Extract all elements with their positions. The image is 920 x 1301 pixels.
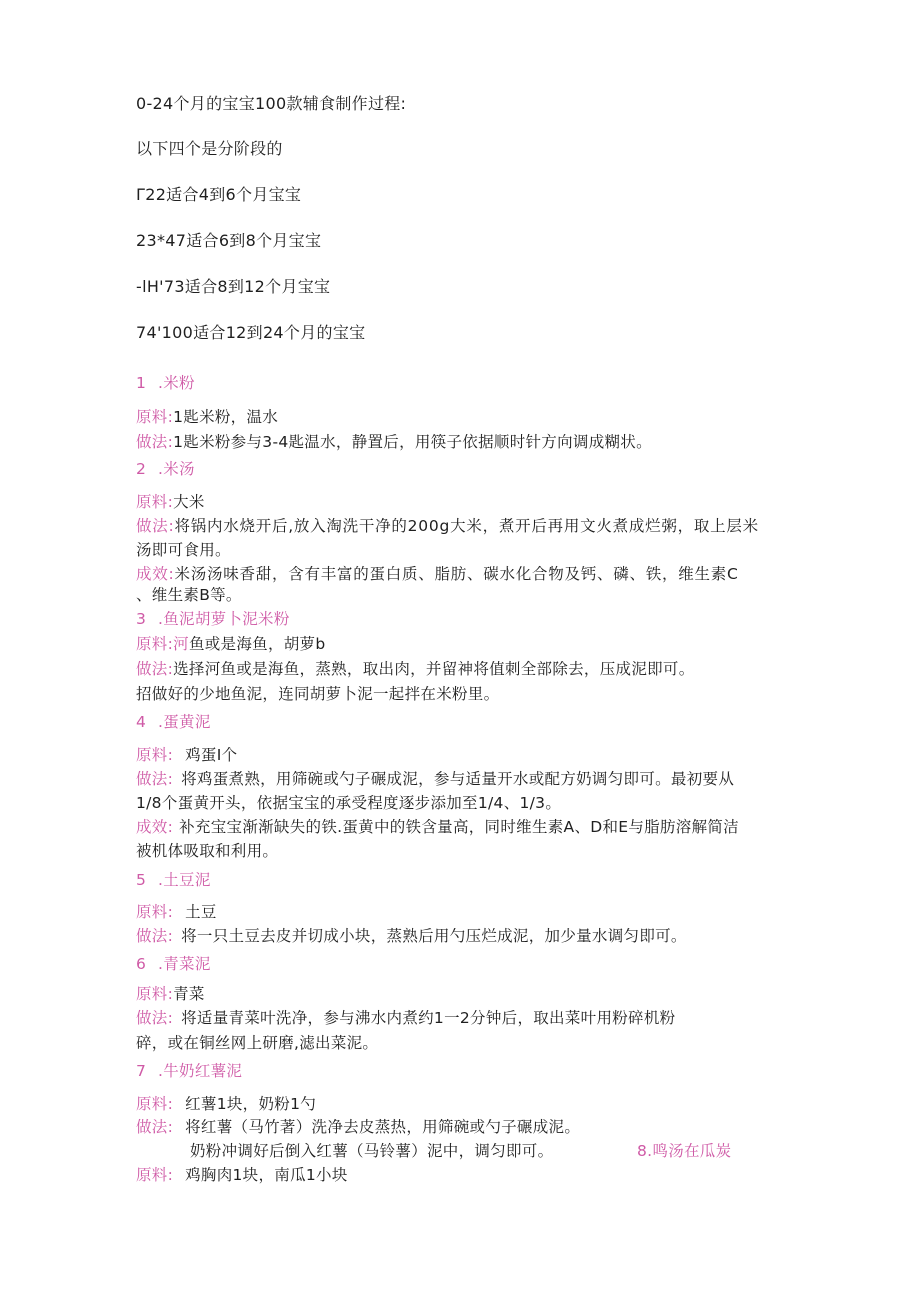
ingredients-label: 原料:: [136, 985, 174, 1003]
recipe-heading-8: 8.鸣汤在瓜炭: [637, 1142, 732, 1160]
recipe-4-benefits: [136, 817, 739, 837]
ingredients-label: 原料:: [136, 1095, 174, 1113]
benefits-text: 补充宝宝渐渐缺失的铁.蛋黄中的铁含量高，同时维生素A、D和E与脂肪溶解简洁: [179, 818, 739, 836]
recipe-number: 5: [136, 871, 147, 889]
ingredients-text: 青菜: [173, 985, 205, 1003]
recipe-number: 1: [136, 374, 147, 392]
method-label: 做法:: [136, 927, 174, 945]
method-text: 将一只土豆去皮并切成小块，蒸熟后用勺压烂成泥，加少量水调匀即可。: [181, 927, 687, 945]
ingredients-text: 鸡蛋I个: [185, 746, 238, 764]
ingredients-label: 原料:: [136, 903, 174, 921]
recipe-number: 4: [136, 713, 147, 731]
benefits-text: 米汤汤味香甜，含有丰富的蛋白质、脂肪、碳水化合物及钙、磷、铁，维生素C: [174, 565, 739, 583]
recipe-number: 3: [136, 610, 147, 628]
recipe-7-method-cont: 奶粉冲调好后倒入红薯（马铃薯）泥中，调匀即可。: [190, 1142, 554, 1160]
recipe-1-method: [136, 432, 652, 452]
recipe-2-method-cont: 汤即可食用。: [136, 541, 231, 559]
ingredients-text: 1匙米粉，温水: [173, 408, 279, 426]
stage-line-3: -lH'73适合8到12个月宝宝: [136, 277, 331, 296]
method-text: 将锅内水烧开后,放入淘洗干净的200g大米，煮开后再用文火煮成烂粥，取上层米: [174, 517, 759, 535]
ingredients-label: 原料:河: [136, 635, 189, 653]
recipe-title: .土豆泥: [158, 871, 211, 889]
recipe-heading-5: [136, 870, 211, 890]
method-label: 做法:: [136, 770, 174, 788]
method-label: 做法:: [136, 660, 174, 678]
stage-line-4: 74'100适合12到24个月的宝宝: [136, 323, 366, 342]
method-text: 将鸡蛋煮熟，用筛碗或勺子碾成泥，参与适量开水或配方奶调匀即可。最初要从: [181, 770, 735, 788]
stages-intro: 以下四个是分阶段的: [136, 139, 283, 158]
recipe-heading-7: [136, 1061, 242, 1081]
method-text: 选择河鱼或是海鱼，蒸熟，取出肉，并留神将值刺全部除去，压成泥即可。: [173, 660, 695, 678]
recipe-2-method: [136, 516, 759, 536]
recipe-title: .青菜泥: [158, 955, 211, 973]
recipe-heading-3: [136, 609, 290, 629]
recipe-7-method: [136, 1117, 580, 1137]
benefits-label: 成效:: [136, 818, 174, 836]
ingredients-text: 土豆: [185, 903, 217, 921]
method-text: 将红薯（马竹著）洗净去皮蒸热，用筛碗或勺子碾成泥。: [185, 1118, 581, 1136]
recipe-5-ingredients: [136, 902, 217, 922]
recipe-title: .米汤: [158, 460, 195, 478]
ingredients-label: 原料:: [136, 746, 174, 764]
method-label: 做法:: [136, 1009, 174, 1027]
ingredients-label: 原料:: [136, 493, 174, 511]
recipe-4-method: [136, 769, 734, 789]
stage-line-2: 23*47适合6到8个月宝宝: [136, 231, 322, 250]
ingredients-text: 大米: [173, 493, 205, 511]
recipe-title: .米粉: [158, 374, 195, 392]
document-title: 0-24个月的宝宝100款辅食制作过程:: [136, 94, 407, 113]
recipe-2-ingredients: [136, 492, 205, 512]
recipe-title: .鱼泥胡萝卜泥米粉: [158, 610, 290, 628]
ingredients-text: 鱼或是海鱼，胡萝b: [188, 635, 326, 653]
recipe-5-method: [136, 926, 687, 946]
recipe-heading-6: [136, 954, 211, 974]
ingredients-label: 原料:: [136, 408, 174, 426]
ingredients-label: 原料:: [136, 1166, 174, 1184]
benefits-label: 成效:: [136, 565, 175, 583]
method-label: 做法:: [136, 517, 175, 535]
recipe-1-ingredients: [136, 407, 278, 427]
recipe-4-method-cont: 1/8个蛋黄开头，依据宝宝的承受程度逐步添加至1/4、1/3。: [136, 794, 562, 812]
recipe-2-benefits: [136, 564, 739, 584]
recipe-6-method-cont: 碎，或在铜丝网上研磨,滤出菜泥。: [136, 1034, 379, 1052]
recipe-number: 7: [136, 1062, 147, 1080]
method-text: 将适量青菜叶洗净，参与沸水内煮约1一2分钟后，取出菜叶用粉碎机粉: [181, 1009, 676, 1027]
ingredients-text: 鸡胸肉1块，南瓜1小块: [185, 1166, 348, 1184]
recipe-3-method-cont: 招做好的少地鱼泥，连同胡萝卜泥一起拌在米粉里。: [136, 685, 500, 703]
method-label: 做法:: [136, 433, 174, 451]
recipe-8-ingredients: [136, 1165, 348, 1185]
recipe-title: .蛋黄泥: [158, 713, 211, 731]
recipe-heading-2: [136, 459, 195, 479]
recipe-title: .牛奶红薯泥: [158, 1062, 243, 1080]
recipe-3-ingredients: [136, 634, 325, 654]
recipe-2-benefits-cont: 、维生素B等。: [136, 586, 242, 604]
recipe-heading-4: [136, 712, 211, 732]
method-text: 1匙米粉参与3-4匙温水，静置后，用筷子依据顺时针方向调成糊状。: [173, 433, 652, 451]
recipe-number: 2: [136, 460, 147, 478]
recipe-6-ingredients: [136, 984, 205, 1004]
recipe-6-method: [136, 1008, 675, 1028]
recipe-4-ingredients: [136, 745, 237, 765]
method-label: 做法:: [136, 1118, 174, 1136]
stage-line-1: Γ22适合4到6个月宝宝: [136, 185, 302, 204]
recipe-3-method: [136, 659, 695, 679]
ingredients-text: 红薯1块，奶粉1勺: [185, 1095, 317, 1113]
recipe-7-ingredients: [136, 1094, 316, 1114]
recipe-heading-1: [136, 373, 195, 393]
recipe-4-benefits-cont: 被机体吸取和利用。: [136, 842, 279, 860]
recipe-number: 6: [136, 955, 147, 973]
